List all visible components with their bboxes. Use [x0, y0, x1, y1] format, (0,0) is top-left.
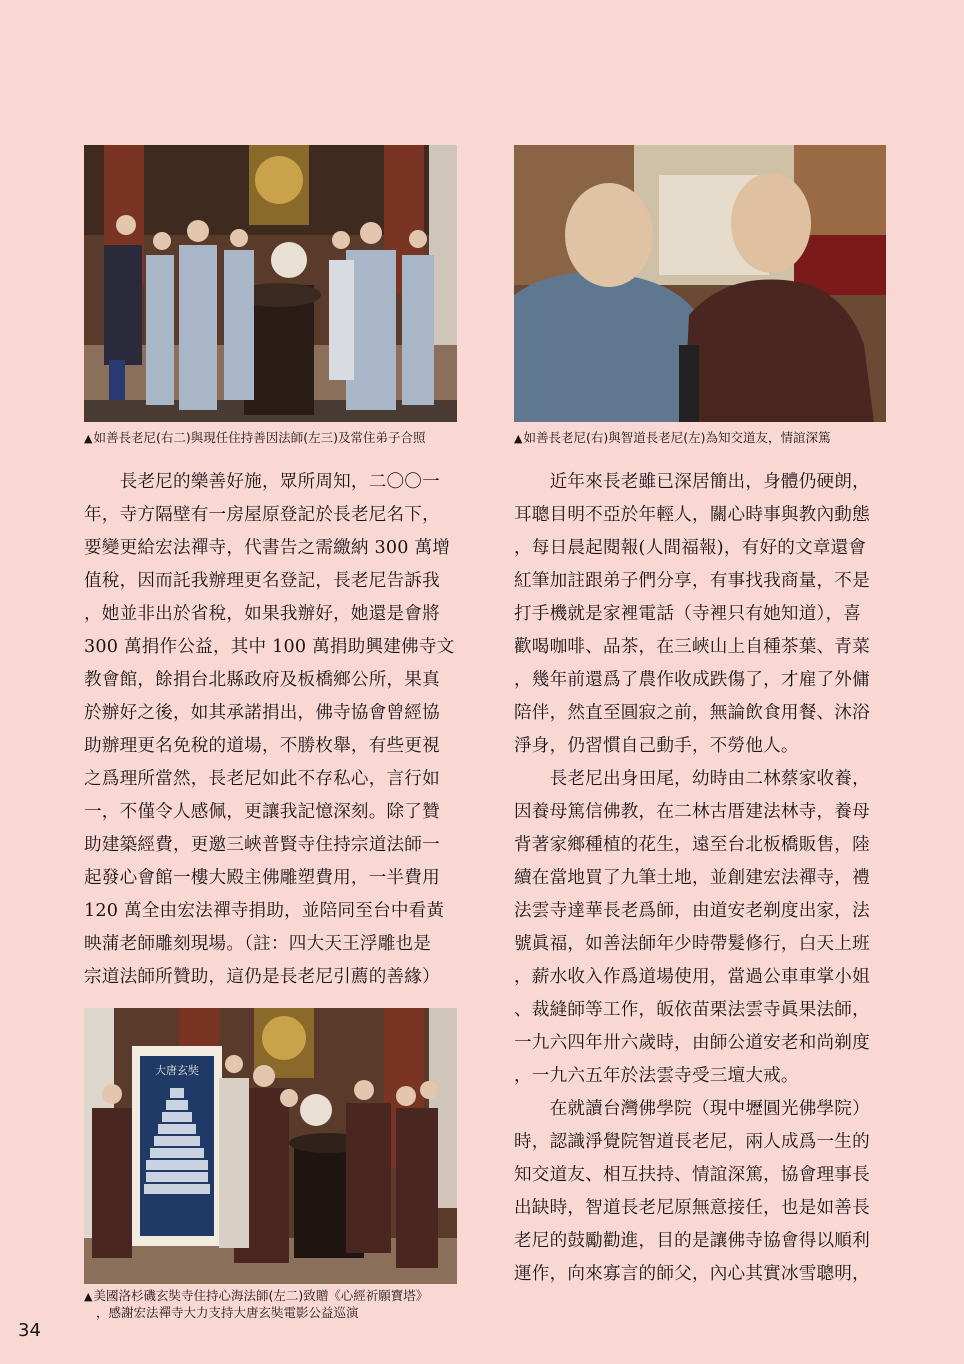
paragraph-line: 續在當地買了九筆土地，並創建宏法禪寺，禮: [514, 868, 870, 888]
pagoda-gift-photo: [84, 1008, 457, 1284]
paragraph-line: 知交道友、相互扶持、情誼深篤，協會理事長: [514, 1165, 870, 1185]
paragraph-line: 因養母篤信佛教，在二林古厝建法林寺，養母: [514, 802, 870, 822]
elders-photo: [514, 145, 886, 422]
paragraph-line: 映蒲老師雕刻現場。（註：四大天王浮雕也是: [84, 934, 432, 954]
elders-photo-image: [514, 145, 886, 422]
paragraph-line: 近年來長老雖已深居簡出，身體仍硬朗，: [514, 472, 870, 492]
paragraph-line: 淨身，仍習慣自己動手，不勞他人。: [514, 736, 799, 756]
triangle-icon: ▲: [84, 1290, 93, 1303]
group-photo-temple: [84, 145, 457, 422]
paragraph-line: 於辦好之後，如其承諾捐出，佛寺協會曾經協: [84, 703, 440, 723]
paragraph-line: ，一九六五年於法雲寺受三壇大戒。: [514, 1066, 799, 1086]
paragraph-line: 時，認識淨覺院智道長老尼，兩人成爲一生的: [514, 1132, 870, 1152]
page-number: 34: [18, 1320, 41, 1341]
left-text-column: [84, 466, 459, 994]
paragraph-line: 教會館，餘捐台北縣政府及板橋鄉公所，果真: [84, 670, 440, 690]
paragraph-line: 年，寺方隔壁有一房屋原登記於長老尼名下，: [84, 505, 440, 525]
paragraph-line: 紅筆加註跟弟子們分享，有事找我商量，不是: [514, 571, 870, 591]
paragraph-line: 起發心會館一樓大殿主佛雕塑費用，一半費用: [84, 868, 440, 888]
paragraph-line: 耳聰目明不亞於年輕人，關心時事與教內動態: [514, 505, 870, 525]
pagoda-gift-photo-image: [84, 1008, 457, 1284]
paragraph-line: 300 萬捐作公益，其中 100 萬捐助興建佛寺文: [84, 637, 455, 657]
paragraph-line: 號眞福，如善法師年少時帶髮修行，白天上班: [514, 934, 870, 954]
triangle-icon: ▲: [514, 432, 523, 445]
paragraph-line: 之爲理所當然，長老尼如此不存私心，言行如: [84, 769, 440, 789]
paragraph-line: 運作，向來寡言的師父，內心其實冰雪聰明，: [514, 1264, 870, 1284]
group-photo-temple-image: [84, 145, 457, 422]
caption-group-photo: ▲如善長老尼(右二)與現任住持善因法師(左三)及常住弟子合照: [84, 430, 426, 445]
paragraph-line: 出缺時，智道長老尼原無意接任，也是如善長: [514, 1198, 870, 1218]
right-text-column: [514, 466, 892, 1291]
paragraph-line: 法雲寺達華長老爲師，由道安老剃度出家，法: [514, 901, 870, 921]
paragraph-line: ，她並非出於省稅，如果我辦好，她還是會將: [84, 604, 440, 624]
poster-title: 大唐玄奘: [155, 1064, 199, 1077]
paragraph-line: 值稅，因而託我辦理更名登記，長老尼告訴我: [84, 571, 440, 591]
paragraph-line: 歡喝咖啡、品茶，在三峽山上自種茶葉、青菜: [514, 637, 870, 657]
triangle-icon: ▲: [84, 432, 93, 445]
paragraph-line: 120 萬全由宏法禪寺捐助，並陪同至台中看黃: [84, 901, 445, 921]
paragraph-line: ，每日晨起閱報(人間福報)，有好的文章還會: [514, 538, 867, 558]
paragraph-line: 宗道法師所贊助，這仍是長老尼引薦的善緣）: [84, 967, 440, 987]
paragraph-line: 背著家鄉種植的花生，遠至台北板橋販售，陸: [514, 835, 870, 855]
paragraph-line: ，薪水收入作爲道場使用，當過公車車掌小姐: [514, 967, 870, 987]
paragraph-line: 助辦理更名免稅的道場，不勝枚舉，有些更視: [84, 736, 440, 756]
caption-pagoda-photo-line2: ，感謝宏法禪寺大力支持大唐玄奘電影公益巡演: [96, 1305, 359, 1320]
paragraph-line: 長老尼出身田尾，幼時由二林蔡家收養，: [514, 769, 870, 789]
paragraph-line: 長老尼的樂善好施，眾所周知，二〇〇一: [84, 472, 440, 492]
paragraph-line: 一，不僅令人感佩，更讓我記憶深刻。除了贊: [84, 802, 440, 822]
paragraph-line: 打手機就是家裡電話（寺裡只有她知道），喜: [514, 604, 862, 624]
caption-pagoda-photo: ▲美國洛杉磯玄奘寺住持心海法師(左二)致贈《心經祈願寶塔》: [84, 1288, 429, 1303]
caption-elders-photo: ▲如善長老尼(右)與智道長老尼(左)為知交道友，情誼深篤: [514, 430, 831, 445]
paragraph-line: ，幾年前還爲了農作收成跌傷了，才雇了外傭: [514, 670, 870, 690]
paragraph-line: 陪伴，然直至圓寂之前，無論飲食用餐、沐浴: [514, 703, 870, 723]
paragraph-line: 要變更給宏法禪寺，代書告之需繳納 300 萬增: [84, 538, 451, 558]
paragraph-line: 在就讀台灣佛學院（現中壢圓光佛學院）: [514, 1099, 870, 1119]
paragraph-line: 一九六四年卅六歲時，由師公道安老和尚剃度: [514, 1033, 870, 1053]
paragraph-line: 老尼的鼓勵勸進，目的是讓佛寺協會得以順利: [514, 1231, 870, 1251]
paragraph-line: 助建築經費，更邀三峽普賢寺住持宗道法師一: [84, 835, 440, 855]
paragraph-line: 、裁縫師等工作，皈依苗栗法雲寺眞果法師，: [514, 1000, 870, 1020]
